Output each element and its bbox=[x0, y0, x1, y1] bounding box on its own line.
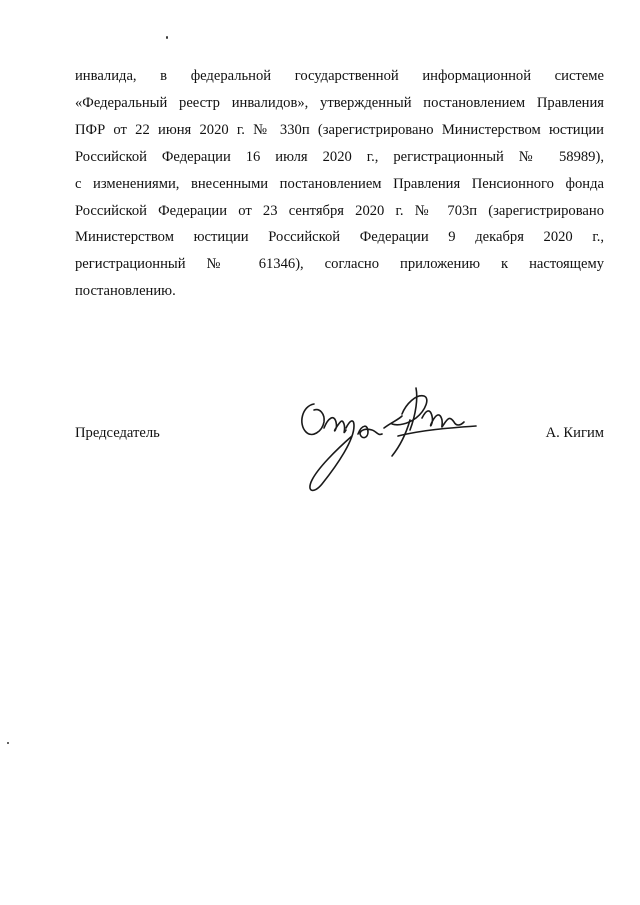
body-line: Российской Федерации 16 июля 2020 г., регистрационный № 58989), bbox=[75, 148, 604, 165]
body-line: Министерством юстиции Российской Федерации 9 декабря 2020 г., bbox=[75, 229, 604, 246]
scan-speck bbox=[7, 742, 9, 744]
handwritten-signature bbox=[292, 384, 492, 496]
scan-speck bbox=[166, 36, 168, 39]
signer-title: Председатель bbox=[75, 425, 160, 441]
body-line: регистрационный № 61346), согласно приложению к настоящему bbox=[75, 256, 604, 273]
signer-name: А. Кигим bbox=[545, 425, 604, 441]
body-line: с изменениями, внесенными постановлением Правления Пенсионного фонда bbox=[75, 175, 604, 192]
body-line: инвалида, в федеральной государственной информационной системе bbox=[75, 68, 604, 84]
body-line: ПФР от 22 июня 2020 г. № 330п (зарегистрировано Министерством юстиции bbox=[75, 121, 604, 138]
body-line: постановлению. bbox=[75, 283, 176, 300]
document-body bbox=[75, 63, 604, 305]
body-line: «Федеральный реестр инвалидов», утвержденный постановлением Правления bbox=[75, 94, 604, 111]
body-line: Российской Федерации от 23 сентября 2020 г. № 703п (зарегистрировано bbox=[75, 202, 604, 219]
